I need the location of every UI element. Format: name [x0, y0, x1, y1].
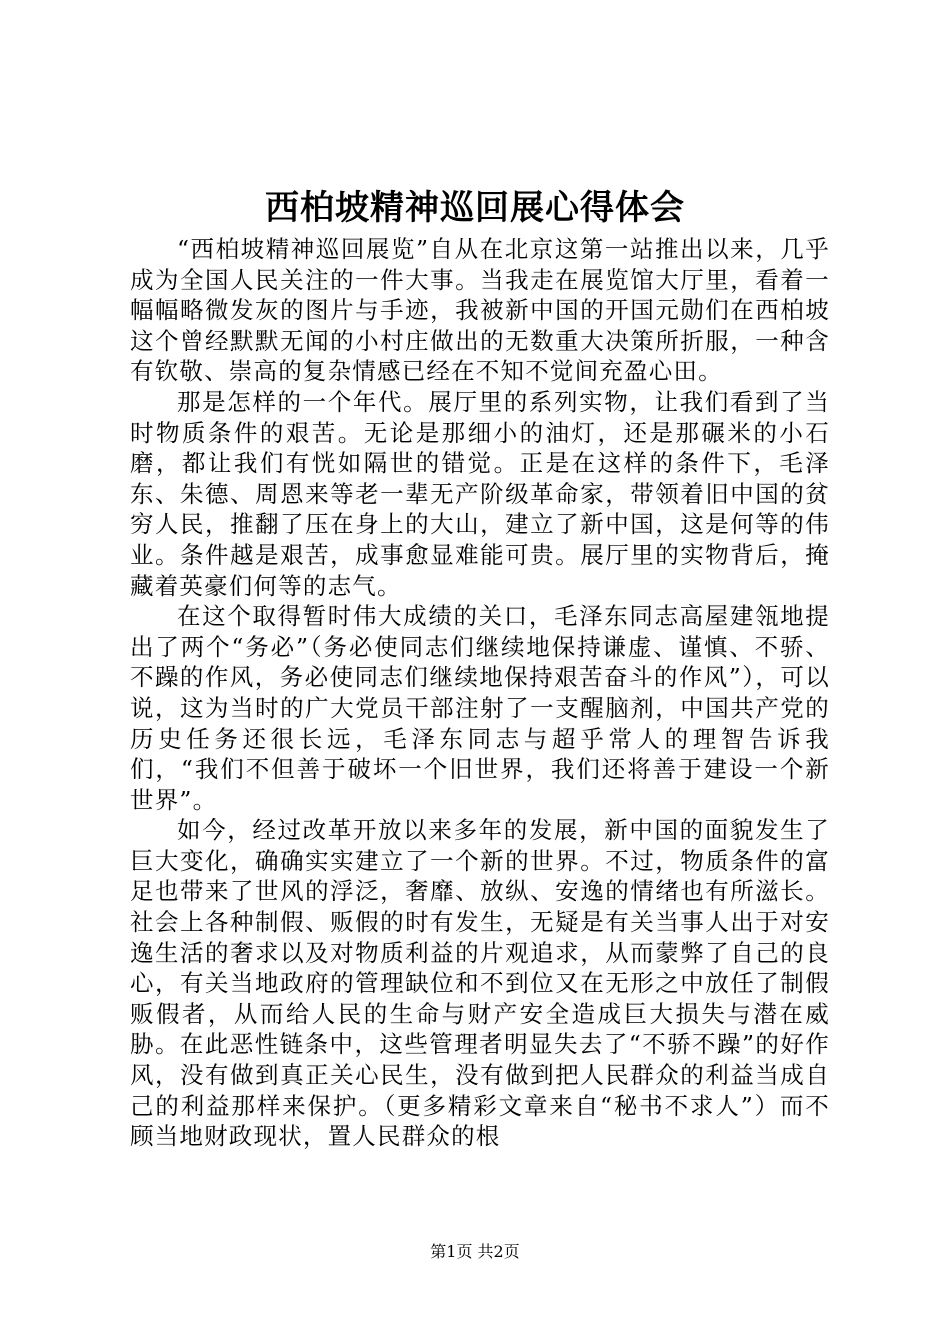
paragraph-3: 在这个取得暂时伟大成绩的关口，毛泽东同志高屋建瓴地提出了两个“务必”（务必使同志们继续地保持谦虚、谨慎、不骄、不躁的作风，务必使同志们继续地保持艰苦奋斗的作风”），可以说，这为当时的广大党员干部注射了一支醒脑剂，中国共产党的历史任务还很长远，毛泽东同志与超乎常人的理智告诉我们，“我们不但善于破坏一个旧世界，我们还将善于建设一个新世界”。 — [130, 602, 830, 814]
paragraph-1: “西柏坡精神巡回展览”自从在北京这第一站推出以来，几乎成为全国人民关注的一件大事。当我走在展览馆大厅里，看着一幅幅略微发灰的图片与手迹，我被新中国的开国元勋们在西柏坡这个曾经默默无闻的小村庄做出的无数重大决策所折服，一种含有钦敬、崇高的复杂情感已经在不知不觉间充盈心田。 — [130, 235, 830, 386]
paragraph-4: 如今，经过改革开放以来多年的发展，新中国的面貌发生了巨大变化，确确实实建立了一个新的世界。不过，物质条件的富足也带来了世风的浮泛，奢靡、放纵、安逸的情绪也有所滋长。社会上各种制假、贩假的时有发生，无疑是有关当事人出于对安逸生活的奢求以及对物质利益的片观追求，从而蒙弊了自己的良心，有关当地政府的管理缺位和不到位又在无形之中放任了制假贩假者，从而给人民的生命与财产安全造成巨大损失与潜在威胁。在此恶性链条中，这些管理者明显失去了“不骄不躁”的好作风，没有做到真正关心民生，没有做到把人民群众的利益当成自己的利益那样来保护。（更多精彩文章来自“秘书不求人”）而不顾当地财政现状，置人民群众的根 — [130, 816, 830, 1151]
document-body — [130, 234, 830, 1152]
paragraph-2: 那是怎样的一个年代。展厅里的系列实物，让我们看到了当时物质条件的艰苦。无论是那细小的油灯，还是那碾米的小石磨，都让我们有恍如隔世的错觉。正是在这样的条件下，毛泽东、朱德、周恩来等老一辈无产阶级革命家，带领着旧中国的贫穷人民，推翻了压在身上的大山，建立了新中国，这是何等的伟业。条件越是艰苦，成事愈显难能可贵。展厅里的实物背后，掩藏着英豪们何等的志气。 — [130, 387, 830, 600]
document-title: 西柏坡精神巡回展心得体会 — [265, 188, 685, 228]
page-number-footer: 第1页 共2页 — [430, 1242, 520, 1261]
